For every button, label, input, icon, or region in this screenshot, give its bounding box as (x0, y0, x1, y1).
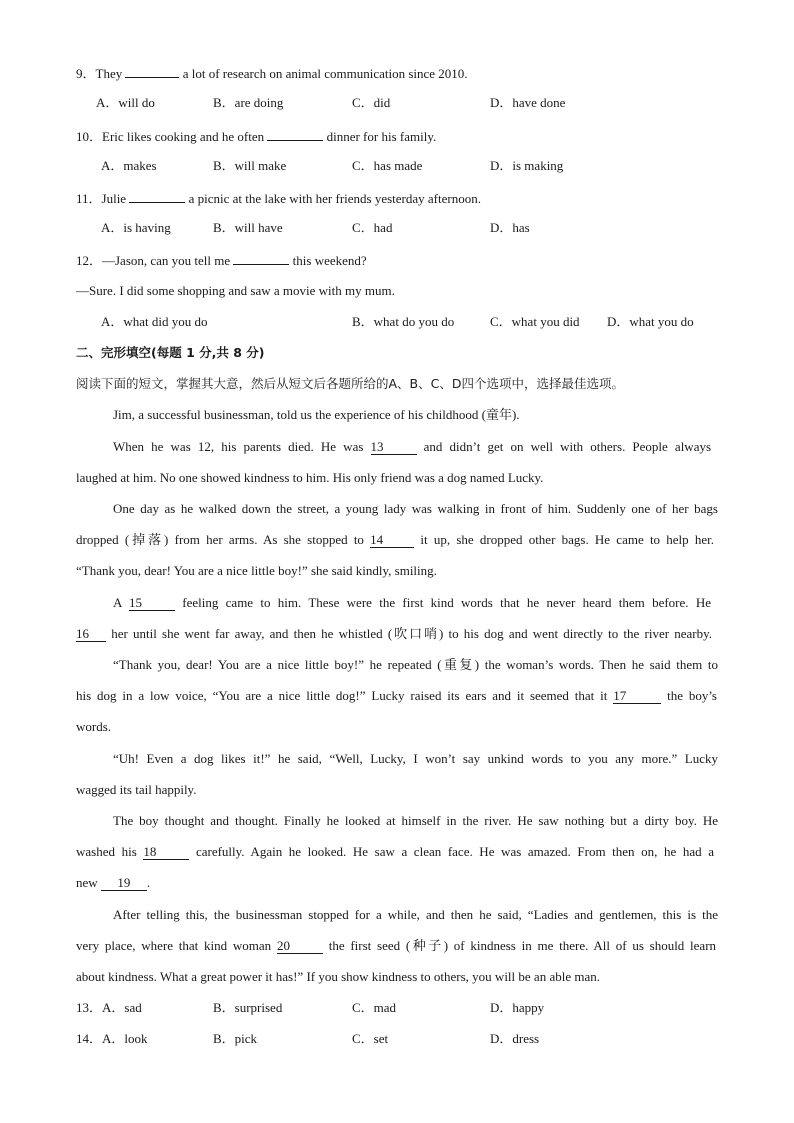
option-d: D．dress (490, 1031, 540, 1046)
option-d: D．have done (490, 95, 566, 110)
passage-paragraph-7-line-2: washed his 18 carefully. Again he looked. He saw a clean face. He was amazed. From then on, he had a (76, 844, 714, 859)
option-a: A．will do (96, 95, 155, 110)
answer-blank (233, 251, 289, 265)
option-c: C．mad (352, 1000, 397, 1015)
option-b: B．surprised (213, 1000, 283, 1015)
option-d: D．has (490, 220, 530, 235)
cloze-blank-18: 18 (143, 845, 189, 860)
option-c: C．did (352, 95, 391, 110)
passage-paragraph-5-line-2: his dog in a low voice, “You are a nice little dog!” Lucky raised its ears and it seemed that it 17 the boy’s (76, 688, 717, 703)
question-13-option-a: 13．A．sad (76, 1000, 142, 1015)
option-c: C．set (352, 1031, 389, 1046)
passage-paragraph-2-line-2: laughed at him. No one showed kindness to him. His only friend was a dog named Lucky. (76, 470, 544, 485)
option-d: D．what you do (607, 314, 694, 329)
cloze-blank-15: 15 (129, 596, 175, 611)
question-11 (76, 189, 481, 207)
cloze-blank-19: 19 (101, 876, 147, 891)
answer-blank (125, 64, 179, 78)
question-9-stem-pre: 9．They (76, 66, 123, 81)
passage-paragraph-3-line-1: One day as he walked down the street, a young lady was walking in front of him. Suddenly one of her bags (113, 501, 718, 516)
option-d: D．is making (490, 158, 564, 173)
cloze-blank-20: 20 (277, 939, 323, 954)
question-12-stem-pre: 12．—Jason, can you tell me (76, 253, 231, 268)
passage-paragraph-6-line-2: wagged its tail happily. (76, 782, 197, 797)
passage-paragraph-5-line-1: “Thank you, dear! You are a nice little boy!” he repeated (重复) the woman’s words. Then he said them to (113, 657, 718, 672)
passage-paragraph-4-line-2: 16 her until she went far away, and then he whistled (吹口哨) to his dog and went directly to the river nearby. (76, 626, 713, 641)
option-c: C．what you did (490, 314, 580, 329)
question-10-stem-pre: 10．Eric likes cooking and he often (76, 129, 265, 144)
passage-paragraph-8-line-3: about kindness. What a great power it has!” If you show kindness to others, you will be an able man. (76, 969, 600, 984)
question-9-stem-post: a lot of research on animal communication since 2010. (182, 66, 468, 81)
question-9 (76, 64, 468, 82)
question-12-stem-post: this weekend? (292, 253, 367, 268)
question-12-reply: —Sure. I did some shopping and saw a movie with my mum. (76, 283, 395, 298)
question-14-option-a: 14．A．look (76, 1031, 148, 1046)
section-heading: 二、完形填空(每题 1 分,共 8 分) (76, 345, 265, 360)
option-d: D．happy (490, 1000, 545, 1015)
question-12 (76, 251, 367, 269)
cloze-blank-16: 16 (76, 627, 106, 642)
option-c: C．has made (352, 158, 423, 173)
option-a: A．what did you do (101, 314, 208, 329)
option-b: B．will make (213, 158, 287, 173)
option-b: B．are doing (213, 95, 284, 110)
answer-blank (129, 189, 185, 203)
passage-paragraph-4-line-1: A 15 feeling came to him. These were the first kind words that he never heard them before. He (113, 595, 711, 610)
cloze-blank-14: 14 (370, 533, 414, 548)
question-10 (76, 127, 436, 145)
passage-paragraph-6-line-1: “Uh! Even a dog likes it!” he said, “Well, Lucky, I won’t say unkind words to you any more.” Lucky (113, 751, 718, 766)
passage-paragraph-7-line-3: new 19 . (76, 875, 151, 890)
question-11-stem-pre: 11．Julie (76, 191, 127, 206)
passage-paragraph-1: Jim, a successful businessman, told us the experience of his childhood (童年). (113, 407, 520, 422)
passage-paragraph-8-line-1: After telling this, the businessman stopped for a while, and then he said, “Ladies and gentlemen, this is the (113, 907, 718, 922)
question-10-stem-post: dinner for his family. (326, 129, 437, 144)
option-a: A．makes (101, 158, 157, 173)
passage-paragraph-5-line-3: words. (76, 719, 112, 734)
passage-paragraph-3-line-3: “Thank you, dear! You are a nice little boy!” she said kindly, smiling. (76, 563, 437, 578)
passage-paragraph-7-line-1: The boy thought and thought. Finally he looked at himself in the river. He saw nothing but a dirty boy. He (113, 813, 718, 828)
option-c: C．had (352, 220, 393, 235)
passage-paragraph-3-line-2: dropped (掉落) from her arms. As she stopped to 14 it up, she dropped other bags. He came to help her. (76, 532, 715, 547)
passage-paragraph-2-line-1: When he was 12, his parents died. He was 13 and didn’t get on well with others. People always (113, 439, 712, 454)
passage-paragraph-8-line-2: very place, where that kind woman 20 the first seed (种子) of kindness in me there. All of us should learn (76, 938, 717, 953)
option-b: B．what do you do (352, 314, 455, 329)
section-instruction: 阅读下面的短文，掌握其大意，然后从短文后各题所给的A、B、C、D四个选项中，选择最佳选项。 (76, 376, 624, 391)
cloze-blank-13: 13 (371, 440, 417, 455)
option-b: B．pick (213, 1031, 258, 1046)
answer-blank (267, 127, 323, 141)
question-11-stem-post: a picnic at the lake with her friends yesterday afternoon. (188, 191, 481, 206)
option-a: A．is having (101, 220, 171, 235)
option-b: B．will have (213, 220, 283, 235)
cloze-blank-17: 17 (613, 689, 661, 704)
